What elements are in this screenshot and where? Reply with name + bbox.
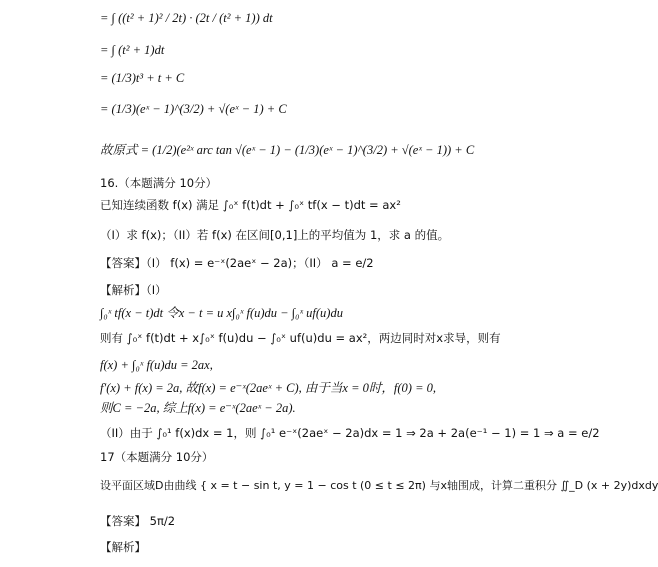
line-11: ∫₀ˣ tf(x − t)dt 令x − t = u x∫₀ˣ f(u)du − ∫₀ˣ uf(u)du bbox=[100, 306, 343, 320]
line-6: 16.（本题满分 10分） bbox=[100, 176, 218, 190]
line-14: f′(x) + f(x) = 2a, 故f(x) = e⁻ˣ(2aeˣ + C), 由于当x = 0时，f(0) = 0, bbox=[100, 381, 437, 395]
line-20: 【解析】 bbox=[100, 540, 146, 554]
line-8: （I）求 f(x)；（II）若 f(x) 在区间[0,1]上的平均值为 1，求 a 的值。 bbox=[100, 228, 450, 242]
line-19: 【答案】 5π/2 bbox=[100, 514, 176, 528]
line-10: 【解析】（I） bbox=[100, 283, 167, 297]
line-2: = ∫ (t² + 1)dt bbox=[100, 43, 165, 57]
line-15: 则C = −2a, 综上f(x) = e⁻ˣ(2aeˣ − 2a). bbox=[100, 401, 296, 415]
line-5: 故原式 = (1/2)(e²ˣ arc tan √(eˣ − 1) − (1/3)(eˣ − 1)^(3/2) + √(eˣ − 1)) + C bbox=[100, 143, 475, 157]
line-13: f(x) + ∫₀ˣ f(u)du = 2ax, bbox=[100, 358, 213, 372]
line-16: （II）由于 ∫₀¹ f(x)dx = 1，则 ∫₀¹ e⁻ˣ(2aeˣ − 2a)dx = 1 ⇒ 2a + 2a(e⁻¹ − 1) = 1 ⇒ a = e/2 bbox=[100, 426, 600, 440]
line-4: = (1/3)(eˣ − 1)^(3/2) + √(eˣ − 1) + C bbox=[100, 102, 287, 116]
line-18: 设平面区域D由曲线 { x = t − sin t, y = 1 − cos t (0 ≤ t ≤ 2π) 与x轴围成，计算二重积分 ∬_D (x + 2y)dxdy bbox=[100, 479, 658, 492]
line-1: = ∫ ((t² + 1)² / 2t) · (2t / (t² + 1)) dt bbox=[100, 11, 273, 25]
line-12: 则有 ∫₀ˣ f(t)dt + x∫₀ˣ f(u)du − ∫₀ˣ uf(u)du = ax²，两边同时对x求导，则有 bbox=[100, 331, 501, 345]
line-17: 17（本题满分 10分） bbox=[100, 450, 214, 464]
line-3: = (1/3)t³ + t + C bbox=[100, 71, 185, 85]
line-7: 已知连续函数 f(x) 满足 ∫₀ˣ f(t)dt + ∫₀ˣ tf(x − t)dt = ax² bbox=[100, 198, 401, 212]
line-9: 【答案】（I） f(x) = e⁻ˣ(2aeˣ − 2a)；（II） a = e/2 bbox=[100, 256, 374, 270]
